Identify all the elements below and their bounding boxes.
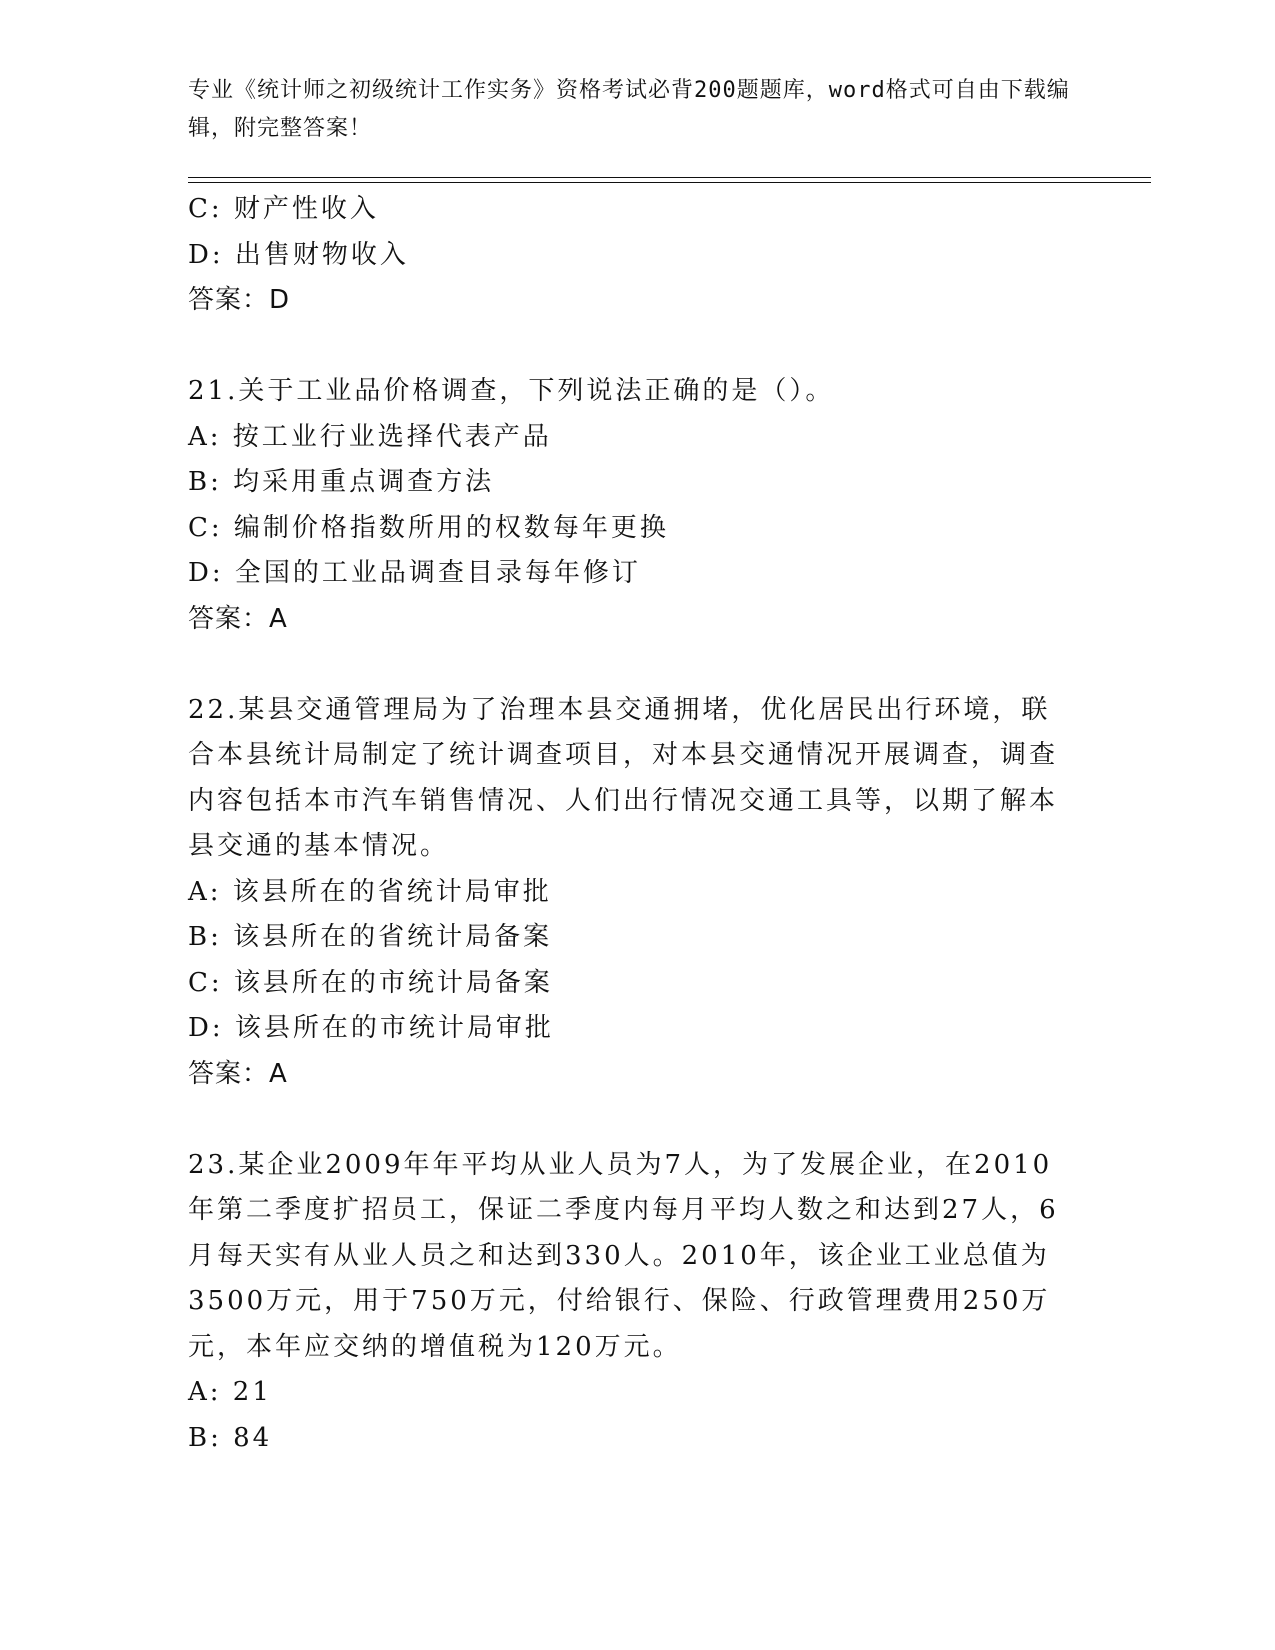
question-22 xyxy=(188,688,1088,1098)
option-a: A: 该县所在的省统计局审批 xyxy=(188,876,552,907)
question-21 xyxy=(188,369,1088,642)
question-stem: 22.某县交通管理局为了治理本县交通拥堵，优化居民出行环境，联合本县统计局制定了统计调查项目，对本县交通情况开展调查，调查内容包括本市汽车销售情况、人们出行情况交通工具等，以期了解本县交通的基本情况。 xyxy=(188,694,1059,861)
option-d: D: 该县所在的市统计局审批 xyxy=(188,1013,554,1043)
answer-line: 答案：A xyxy=(188,1058,288,1089)
option-b: B: 该县所在的省统计局备案 xyxy=(188,922,553,952)
option-b: B: 84 xyxy=(188,1422,273,1453)
option-c: C: 编制价格指数所用的权数每年更换 xyxy=(188,512,669,543)
option-c: C: 财产性收入 xyxy=(188,194,379,224)
document-header: 专业《统计师之初级统计工作实务》资格考试必背200题题库，word格式可自由下载编辑，附完整答案！ xyxy=(188,78,1070,141)
spacer xyxy=(188,324,1088,370)
option-c: C: 该县所在的市统计局备案 xyxy=(188,967,553,998)
option-a: A: 21 xyxy=(188,1377,272,1407)
header-divider-bottom xyxy=(188,182,1151,183)
option-a: A: 按工业行业选择代表产品 xyxy=(188,421,552,452)
document-body xyxy=(188,187,1088,1461)
option-b: B: 均采用重点调查方法 xyxy=(188,467,495,497)
question-previous xyxy=(188,187,1088,324)
spacer xyxy=(188,1097,1088,1143)
answer-line: 答案：A xyxy=(188,603,288,634)
header-divider-top xyxy=(188,177,1151,178)
question-23 xyxy=(188,1143,1088,1462)
question-stem: 23.某企业2009年年平均从业人员为7人，为了发展企业，在2010年第二季度扩招员工，保证二季度内每月平均人数之和达到27人，6月每天实有从业人员之和达到330人。2010年，该企业工业总值为3500万元，用于750万元，付给银行、保险、行政管理费用250万元，本年应交纳的增值税为120万元。 xyxy=(188,1149,1059,1362)
question-stem: 21.关于工业品价格调查，下列说法正确的是（）。 xyxy=(188,376,835,406)
option-d: D: 全国的工业品调查目录每年修订 xyxy=(188,558,641,588)
answer-line: 答案：D xyxy=(188,285,291,315)
option-d: D: 出售财物收入 xyxy=(188,239,409,270)
spacer xyxy=(188,642,1088,688)
